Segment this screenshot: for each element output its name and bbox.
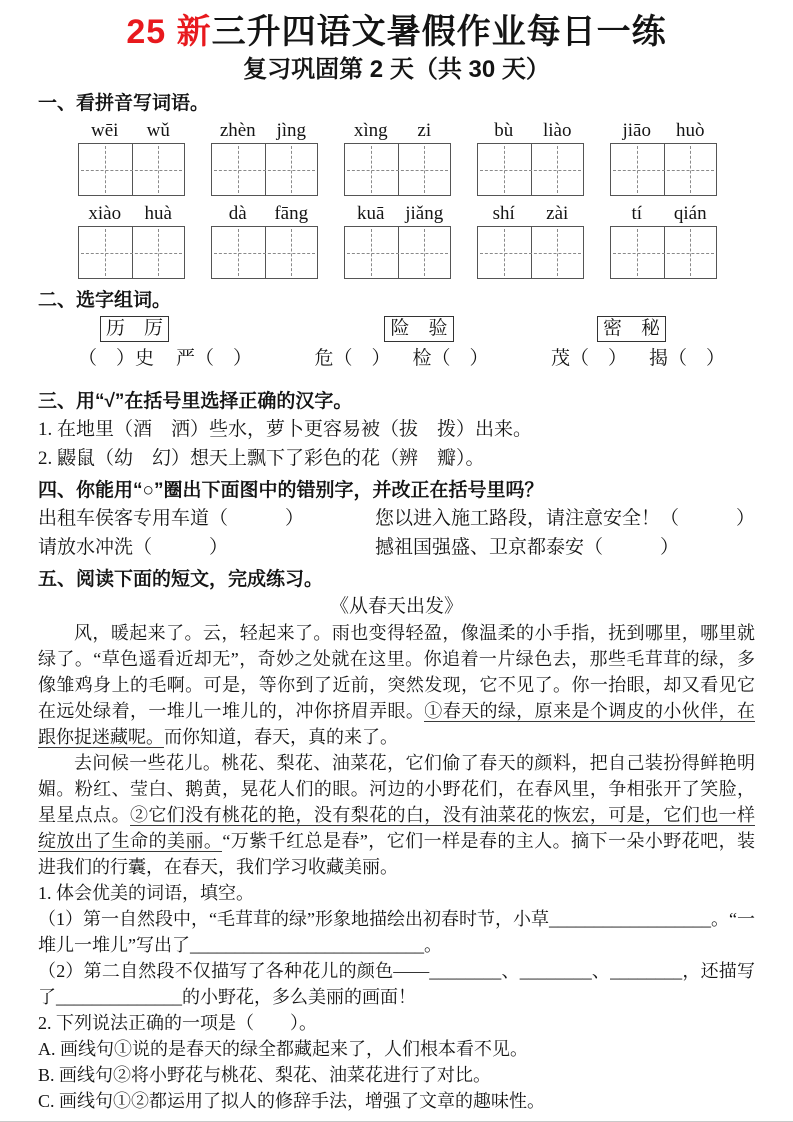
section-4-heading: 四、你能用“○”圈出下面图中的错别字，并改正在括号里吗？ (38, 480, 544, 501)
writing-grid (78, 143, 185, 196)
char-pair-box: 险 验 (384, 316, 453, 342)
passage-text: 而你知道，春天，真的来了。 (164, 727, 398, 747)
underlined-sentence-1: ①春天的绿，原来是个调皮的小伙伴，在跟你捉迷藏呢。 (38, 701, 756, 747)
passage-text: 风，暖起来了。云，轻起来了。雨也变得轻盈，像温柔的小手指，抚到哪里，哪里就绿了。“草色遥看近却无”，奇妙之处就在这里。你追着一片绿色去，那些毛茸茸的绿，多像雏鸡身上的毛啊。可是，等你到了近前，突然发现，它不见了。你一抬眼，却又看见它在远处绿着，一堆儿一堆儿的，冲你挤眉弄眼。 (38, 623, 755, 721)
pinyin-syllable: shí (492, 203, 515, 224)
char-pair-box: 密 秘 (597, 316, 666, 342)
subtitle: 复习巩固第 2 天（共 30 天） (243, 56, 550, 83)
pinyin-row-1 (78, 119, 755, 196)
pinyin-word (78, 119, 185, 196)
question-1-2: （2）第二自然段不仅描写了各种花儿的颜色——________、________、________，还描写了______________的小野花，多么美丽的画面！ (38, 961, 755, 1007)
pinyin-syllable: jiǎng (405, 203, 444, 224)
passage-text: “万紫千红总是春”，它们一样是春的主人。摘下一朵小野花吧，装进我们的行囊，在春天，我们学习收藏美丽。 (38, 831, 756, 877)
pinyin-syllable: kuā (357, 203, 385, 224)
pinyin-syllable: dà (228, 203, 247, 224)
title-red-part: 25 新 (126, 13, 212, 51)
choose-char-group (314, 316, 488, 374)
passage-text: 去问候一些花儿。桃花、梨花、油菜花，它们偷了春天的颜料，把自己装扮得鲜艳明媚。粉红、莹白、鹅黄，晃花人们的眼。河边的小野花们，在春风里，争相张开了笑脸，星星点点。 (38, 753, 755, 825)
pinyin-syllable: liào (543, 120, 572, 141)
fill-item: 危（ ） (314, 348, 391, 369)
pinyin-syllable: tí (631, 203, 643, 224)
pinyin-row-2 (78, 202, 755, 279)
pinyin-word (477, 119, 584, 196)
passage-paragraph-2 (38, 750, 755, 880)
header (0, 0, 793, 86)
option-c: C. 画线句①②都运用了拟人的修辞手法，增强了文章的趣味性。 (38, 1091, 546, 1111)
pinyin-syllable: wǔ (146, 120, 170, 141)
question-line: 1. 在地里（酒 洒）些水，萝卜更容易被（拔 拨）出来。 (38, 419, 533, 440)
pinyin-syllable: xiào (88, 203, 122, 224)
pinyin-syllable: huà (144, 203, 172, 224)
pinyin-word (610, 202, 717, 279)
section-3-heading: 三、用“√”在括号里选择正确的汉字。 (38, 391, 353, 412)
fill-item: 检（ ） (412, 348, 489, 369)
writing-grid (610, 143, 717, 196)
pinyin-syllable: xìng (353, 120, 388, 141)
pinyin-syllable: qián (673, 203, 707, 224)
char-pair-box: 历 厉 (100, 316, 169, 342)
passage-title: 《从春天出发》 (329, 596, 463, 617)
section-1-heading: 一、看拼音写词语。 (38, 93, 210, 114)
fill-item: 揭（ ） (648, 348, 725, 369)
pinyin-syllable: zhèn (219, 120, 256, 141)
pinyin-syllable: fāng (274, 203, 309, 224)
fill-item: 茂（ ） (550, 348, 627, 369)
typo-item: 您以进入施工路段，请注意安全！（ ） (374, 508, 755, 529)
pinyin-syllable: zài (546, 203, 569, 224)
question-line: 2. 鼹鼠（幼 幻）想天上飘下了彩色的花（辨 瓣）。 (38, 448, 485, 469)
typo-item: 出租车侯客专用车道（ ） (38, 508, 305, 529)
pinyin-syllable: jìng (276, 120, 307, 141)
option-b: B. 画线句②将小野花与桃花、梨花、油菜花进行了对比。 (38, 1065, 492, 1085)
choose-char-block (38, 314, 755, 374)
typo-row (38, 504, 755, 533)
typo-item: 请放水冲洗（ ） (38, 537, 229, 558)
question-1-1: （1）第一自然段中，“毛茸茸的绿”形象地描绘出初春时节，小草__________________。“一堆儿一堆儿”写出了__________________________。 (38, 909, 755, 955)
question-1: 1. 体会优美的词语，填空。 (38, 883, 254, 903)
fill-item: 严（ ） (176, 348, 253, 369)
worksheet-body (0, 86, 793, 1114)
title-black-part: 三升四语文暑假作业每日一练 (211, 13, 667, 51)
pinyin-word (610, 119, 717, 196)
pinyin-word (78, 202, 185, 279)
page-title (0, 12, 793, 52)
question-2: 2. 下列说法正确的一项是（ ）。 (38, 1013, 317, 1033)
pinyin-syllable: zi (417, 120, 432, 141)
section-2-heading: 二、选字组词。 (38, 290, 172, 311)
writing-grid (477, 143, 584, 196)
choose-char-group (78, 316, 252, 374)
pinyin-syllable: jiāo (622, 120, 651, 141)
fill-item: （ ）史 (78, 348, 155, 369)
writing-grid (344, 226, 451, 279)
writing-grid (211, 226, 318, 279)
pinyin-grid-block (38, 119, 755, 279)
typo-row (38, 533, 755, 562)
writing-grid (344, 143, 451, 196)
writing-grid (610, 226, 717, 279)
choose-char-group (551, 316, 725, 374)
writing-grid (477, 226, 584, 279)
pinyin-word (344, 119, 451, 196)
section-5-heading: 五、阅读下面的短文，完成练习。 (38, 569, 324, 590)
pinyin-word (477, 202, 584, 279)
writing-grid (78, 226, 185, 279)
typo-item: 撼祖国强盛、卫京都泰安（ ） (374, 537, 679, 558)
pinyin-syllable: huò (676, 120, 705, 141)
option-a: A. 画线句①说的是春天的绿全都藏起来了，人们根本看不见。 (38, 1039, 528, 1059)
pinyin-word (211, 119, 318, 196)
passage-paragraph-1 (38, 620, 755, 750)
reading-block (38, 593, 755, 1114)
writing-grid (211, 143, 318, 196)
underlined-sentence-2: ②它们没有桃花的艳，没有梨花的白，没有油菜花的恢宏，可是，它们也一样绽放出了生命的美丽。 (38, 805, 756, 851)
pinyin-word (211, 202, 318, 279)
pinyin-syllable: wēi (91, 120, 119, 141)
pinyin-word (344, 202, 451, 279)
pinyin-syllable: bù (494, 120, 514, 141)
